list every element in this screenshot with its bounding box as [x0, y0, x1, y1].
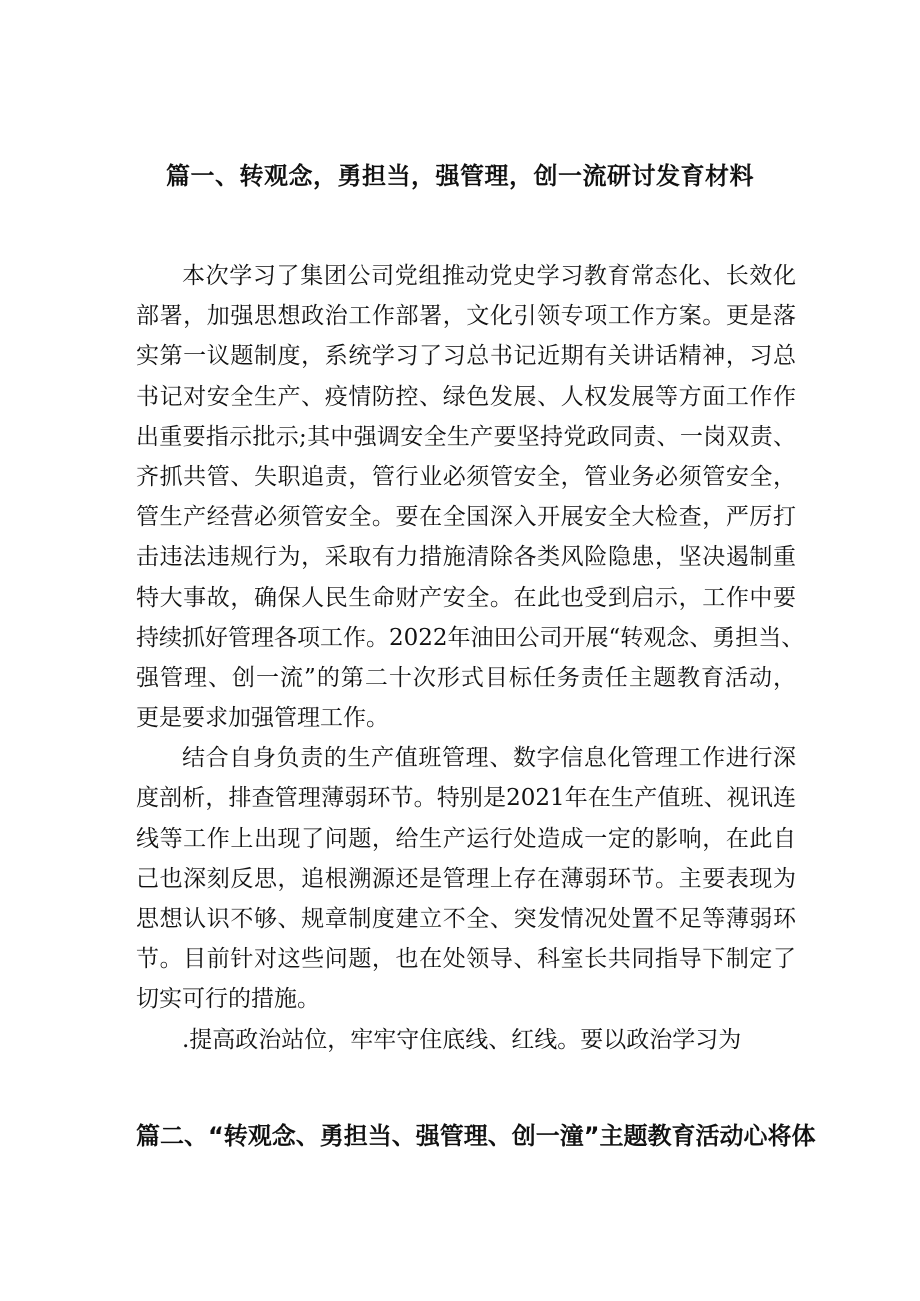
section-2-title: 篇二、“转观念、勇担当、强管理、创一潼”主题教育活动心将体 — [136, 1122, 816, 1150]
paragraph-3 — [136, 1020, 796, 1060]
paragraph-line: 切实可行的措施。 — [136, 986, 320, 1013]
paragraph-line: 齐抓共管、失职追责，管行业必须管安全，管业务必须管安全， — [136, 463, 796, 490]
paragraph-line: 实第一议题制度，系统学习了习总书记近期有关讲话精神，习总 — [136, 343, 796, 370]
paragraph-line: 持续抓好管理各项工作。2022年油田公司开展“转观念、勇担当、 — [136, 624, 805, 651]
paragraph-line: .提高政治站位，牢牢守住底线、红线。要以政治学习为 — [182, 1026, 742, 1053]
paragraph-line: 特大事故，确保人民生命财产安全。在此也受到启示，工作中要 — [136, 584, 796, 611]
paragraph-line: 出重要指示批示;其中强调安全生产要坚持党政同责、一岗双责、 — [136, 423, 796, 450]
paragraph-line: 更是要求加强管理工作。 — [136, 705, 389, 732]
document-body — [136, 256, 805, 1060]
paragraph-line: 节。目前针对这些问题，也在处领导、科室长共同指导下制定了 — [136, 946, 796, 973]
paragraph-line: 度剖析，排查管理薄弱环节。特别是2021年在生产值班、视讯连 — [136, 785, 796, 812]
paragraph-line: 本次学习了集团公司党组推动党史学习教育常态化、长效化 — [182, 263, 796, 289]
paragraph-line: 思想认识不够、规章制度建立不全、突发情况处置不足等薄弱环 — [136, 906, 796, 932]
paragraph-line: 强管理、创一流”的第二十次形式目标任务责任主题教育活动， — [136, 664, 796, 691]
paragraph-line: 书记对安全生产、疫情防控、绿色发展、人权发展等方面工作作 — [136, 383, 796, 410]
paragraph-line: 击违法违规行为，采取有力措施清除各类风险隐患，坚决遏制重 — [136, 544, 796, 571]
paragraph-line: 结合自身负责的生产值班管理、数字信息化管理工作进行深 — [182, 745, 796, 772]
paragraph-line: 己也深刻反思，追根溯源还是管理上存在薄弱环节。主要表现为 — [136, 865, 796, 892]
paragraph-2 — [136, 738, 796, 1019]
document-title: 篇一、转观念，勇担当，强管理，创一流研讨发育材料 — [166, 162, 754, 190]
paragraph-line: 线等工作上出现了问题，给生产运行处造成一定的影响，在此自 — [136, 825, 796, 852]
paragraph-1 — [136, 256, 805, 738]
paragraph-line: 部署，加强思想政治工作部署，文化引领专项工作方案。更是落 — [136, 303, 796, 330]
paragraph-line: 管生产经营必须管安全。要在全国深入开展安全大检查，严厉打 — [136, 504, 796, 531]
